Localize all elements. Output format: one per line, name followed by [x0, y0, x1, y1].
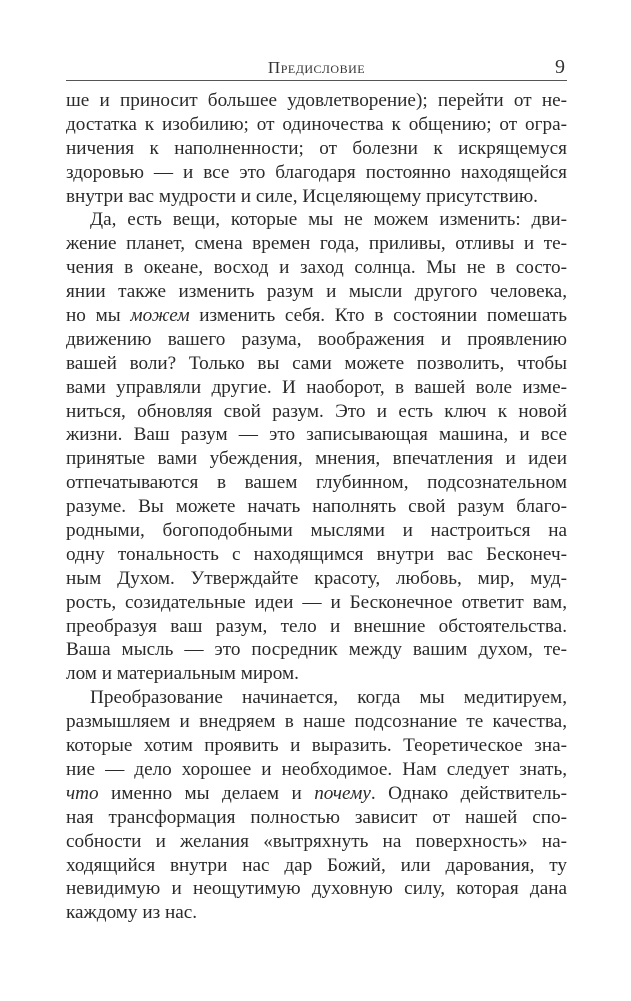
text-line: невидимую и неощутимую духовную силу, которая дана	[66, 878, 567, 900]
text-line-with-emphasis	[66, 304, 567, 328]
text-line: собности и желания «вытряхнуть на поверхность» на-	[66, 830, 567, 852]
text-line: ная трансформация полностью зависит от нашей спо-	[66, 806, 567, 828]
text-line: ным Духом. Утверждайте красоту, любовь, мир, муд-	[66, 567, 567, 589]
text-line: которые хотим проявить и выразить. Теоретическое зна-	[66, 735, 567, 757]
text-line: лом и материальным миром.	[66, 663, 299, 685]
text-line: жизни. Ваш разум — это записывающая машина, и все	[66, 424, 567, 446]
text-line: ходящийся внутри нас дар Божий, или дарования, ту	[66, 854, 567, 876]
text-line: вами управляли другие. И наоборот, в вашей воле изме-	[66, 376, 567, 398]
emphasis-chto: что	[66, 782, 99, 804]
text-line: чения в океане, восход и заход солнца. Мы не в состо-	[66, 257, 567, 279]
text-line: янии также изменить разум и мысли другого человека,	[66, 281, 567, 303]
body-text	[66, 89, 567, 925]
text-line: преобразуя ваш разум, тело и внешние обстоятельства.	[66, 615, 567, 637]
paragraph-2	[66, 208, 567, 686]
text-line: рость, созидательные идеи — и Бесконечное ответит вам,	[66, 591, 567, 613]
text-line: вашей воли? Только вы сами можете позволить, чтобы	[66, 352, 567, 374]
text-line: размышляем и внедряем в наше подсознание те качества,	[66, 711, 567, 733]
text-line-with-emphasis	[66, 782, 567, 806]
text-line: родными, богоподобными мыслями и настроиться на	[66, 520, 567, 542]
text-line: достатка к изобилию; от одиночества к общению; от огра-	[66, 113, 567, 135]
running-header	[66, 58, 567, 81]
text-line: движению вашего разума, воображения и проявлению	[66, 328, 567, 350]
paragraph-1	[66, 89, 567, 208]
emphasis-pochemu: почему	[314, 782, 371, 804]
text-line: ние — дело хорошее и необходимое. Нам следует знать,	[66, 758, 567, 780]
text-line: разуме. Вы можете начать наполнять свой разум благо-	[66, 496, 567, 518]
emphasis-mozhem: можем	[130, 305, 190, 327]
text-line: каждому из нас.	[66, 902, 198, 924]
text-line: ничения к наполненности; от болезни к искрящемуся	[66, 137, 567, 159]
text-line: отпечатываются в вашем глубинном, подсознательном	[66, 472, 567, 494]
text-fragment: именно мы делаем и	[98, 782, 315, 804]
text-fragment: изменить себя. Кто в состоянии помешать	[189, 305, 567, 327]
text-line: внутри вас мудрости и силе, Исцеляющему присутствию.	[66, 185, 538, 207]
text-line: ше и приносит большее удовлетворение); перейти от не-	[66, 90, 567, 111]
text-line: Да, есть вещи, которые мы не можем изменить: дви-	[90, 209, 567, 231]
text-fragment: но мы	[66, 305, 131, 327]
paragraph-3	[66, 686, 567, 925]
text-line: Ваша мысль — это посредник между вашим духом, те-	[66, 639, 567, 661]
text-line: жение планет, смена времен года, приливы, отливы и те-	[66, 233, 567, 255]
page-number: 9	[555, 56, 565, 78]
text-line: ниться, обновляя свой разум. Это и есть ключ к новой	[66, 400, 567, 422]
text-fragment: . Однако действитель-	[370, 782, 567, 804]
text-line: одну тональность с находящимся внутри вас Бесконеч-	[66, 543, 567, 565]
text-line: Преобразование начинается, когда мы медитируем,	[90, 687, 567, 709]
running-title: Предисловие	[267, 58, 366, 77]
text-line: здоровью — и все это благодаря постоянно находящейся	[66, 161, 567, 183]
text-line: принятые вами убеждения, мнения, впечатления и идеи	[66, 448, 567, 470]
